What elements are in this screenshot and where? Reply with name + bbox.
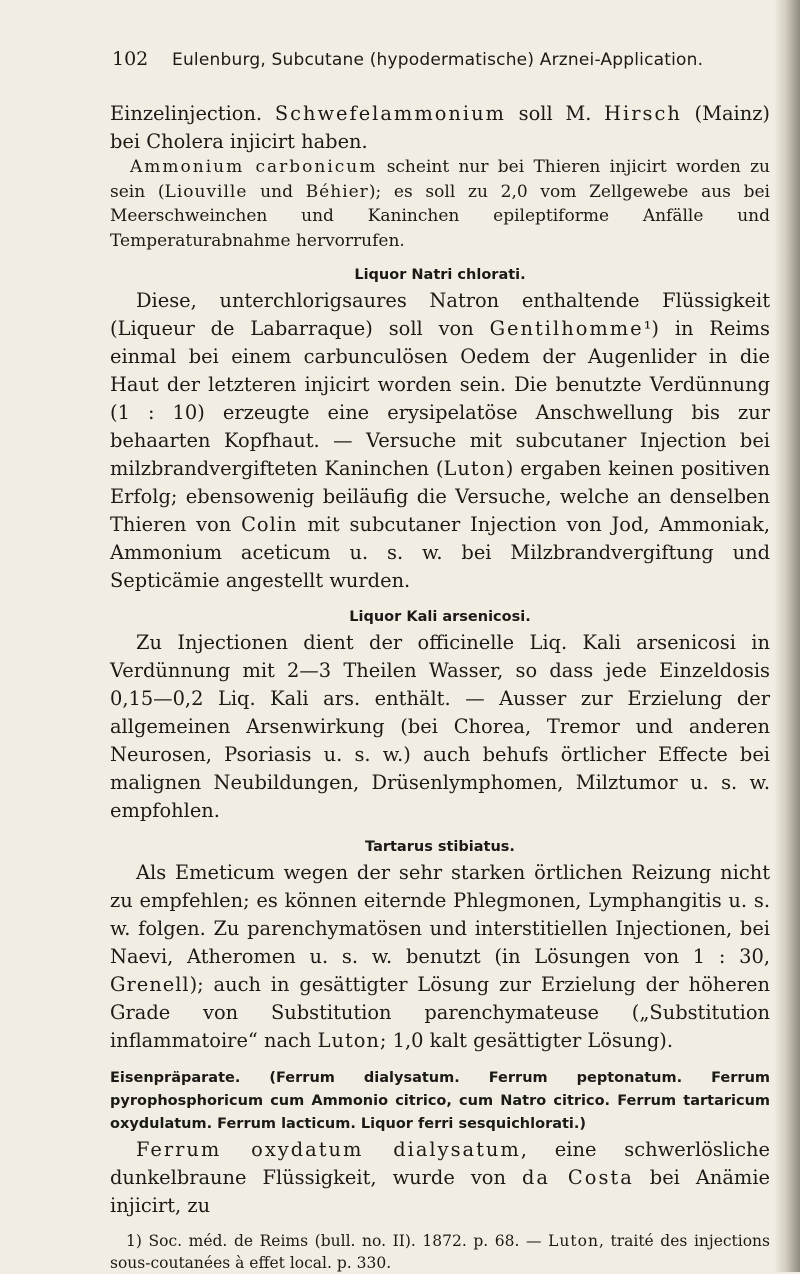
section-heading-liquor-natri: Liquor Natri chlorati. [354,267,526,283]
author-name: Béhier [305,181,369,202]
text-run: bei Anämie injicirt, zu [110,1166,770,1217]
text-run: und [247,181,306,202]
paragraph-tartarus [110,859,770,1055]
text-run: ); es soll zu 2,0 vom Zellgewebe aus bei Meerschweinchen und Kaninchen epileptiforme Anfälle und Temperaturabnahme hervorrufen. [110,181,770,251]
author-name: Gentilhomme [489,317,644,340]
running-title: Eulenburg, Subcutane (hypodermatische) Arznei-Application. [172,50,704,70]
paragraph-liquor-natri [110,287,770,595]
text-run: , traité des injections sous-coutanées à effet local. p. 330. [110,1232,770,1272]
author-name: Colin [241,513,298,536]
text-run: Einzelinjection. [110,102,275,125]
text-run: Als Emeticum wegen der sehr starken örtlichen Reizung nicht zu empfehlen; es können eiternde Phlegmonen, Lymphangitis u. s. w. folgen. Zu parenchymatösen und interstitiellen Injectionen, bei Naevi, Atheromen u. s. w. benutzt (in Lösungen von 1 : 30, [110,861,770,968]
text-run: ) ergaben keinen positiven Erfolg; ebensowenig beiläufig die Versuche, welche an denselben Thieren von [110,457,770,536]
text-run: soll M. [505,102,605,125]
author-name: Luton [548,1232,599,1250]
author-name: Luton [317,1029,380,1052]
book-page [60,48,770,1274]
section-heading-eisenpraeparate: Eisenpräparate. (Ferrum dialysatum. Ferrum peptonatum. Ferrum pyrophosphoricum cum Ammonio citrico, cum Natro citrico. Ferrum tartaricum oxydulatum. Ferrum lacticum. Liquor ferri sesquichlorati.) [110,1070,770,1132]
page-header [112,48,762,82]
paragraph-ammonium-carbonicum [110,155,770,253]
author-name: da Costa [521,1166,634,1189]
paragraph-schwefelammonium [110,100,770,155]
paragraph-liquor-kali: Zu Injectionen dient der officinelle Liq. Kali arsenicosi in Verdünnung mit 2—3 Theilen Wasser, so dass jede Einzeldosis 0,15—0,2 Liq. Kali ars. enthält. — Ausser zur Erzielung der allgemeinen Arsenwirkung (bei Chorea, Tremor und anderen Neurosen, Psoriasis u. s. w.) auch behufs örtlicher Effecte bei malignen Neubildungen, Drüsenlymphomen, Milztumor u. s. w. empfohlen. [110,631,770,822]
paragraph-ferrum [110,1136,770,1220]
text-run: scheint nur bei Thieren injicirt worden zu sein ( [110,157,770,202]
section-heading-tartarus: Tartarus stibiatus. [365,839,515,855]
author-name: Liouville [164,181,248,202]
text-run: , eine schwerlösliche dunkelbraune Flüssigkeit, wurde von [110,1138,770,1189]
text-run: Diese, unterchlorigsaures Natron enthaltende Flüssigkeit (Liqueur de Labarraque) soll von [110,289,770,340]
section-heading-liquor-kali: Liquor Kali arsenicosi. [349,609,531,625]
author-name: Grenell [110,973,190,996]
spaced-term: Ammonium carbonicum [130,157,378,177]
footnote [110,1230,770,1274]
text-run: ); auch in gesättigter Lösung zur Erzielung der höheren Grade von Substitution parenchymateuse („Substitution inflammatoire“ nach [110,973,770,1052]
text-run: ; 1,0 kalt gesättigter Lösung). [379,1029,673,1052]
spaced-term: Ferrum oxydatum dialysatum [136,1138,521,1161]
spaced-term: Schwefelammonium [274,102,506,125]
page-edge-shadow [774,0,800,1272]
author-name: Hirsch [604,102,682,125]
text-run: mit subcutaner Injection von Jod, Ammoniak, Ammonium aceticum u. s. w. bei Milzbrandvergiftung und Septicämie angestellt wurden. [110,513,770,592]
footnote-text [110,1230,770,1274]
page-body [110,100,770,1274]
text-run: 1) Soc. méd. de Reims (bull. no. II). 1872. p. 68. — [126,1232,549,1250]
page-number: 102 [112,48,149,70]
text-run: ¹) in Reims einmal bei einem carbunculösen Oedem der Augenlider in die Haut der letzteren injicirt worden sein. Die benutzte Verdünnung (1 : 10) erzeugte eine erysipelatöse Anschwellung bis zur behaarten Kopfhaut. — Versuche mit subcutaner Injection bei milzbrandvergifteten Kaninchen ( [110,317,770,480]
text-run: (Mainz) bei Cholera injicirt haben. [110,102,770,153]
author-name: Luton [443,457,506,480]
